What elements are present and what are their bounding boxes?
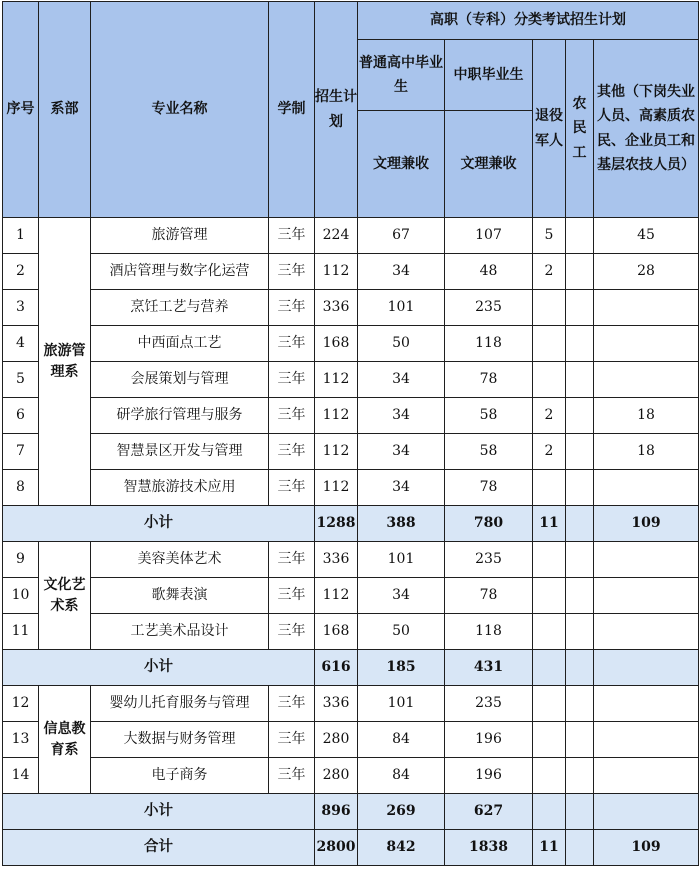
- duration: 三年: [269, 434, 315, 470]
- major-name: 研学旅行管理与服务: [91, 398, 269, 434]
- other-count: [594, 290, 699, 326]
- major-name: 婴幼儿托育服务与管理: [91, 686, 269, 722]
- major-name: 美容美体艺术: [91, 542, 269, 578]
- migrant-count: [566, 578, 594, 614]
- migrant-count: [566, 290, 594, 326]
- subtotal-label: 小计: [3, 506, 315, 542]
- duration: 三年: [269, 290, 315, 326]
- duration: 三年: [269, 542, 315, 578]
- gen-high-count: 84: [358, 722, 445, 758]
- other-count: 18: [594, 434, 699, 470]
- migrant-count: [566, 398, 594, 434]
- migrant-count: [566, 614, 594, 650]
- table-row: [3, 470, 699, 506]
- migrant-count: [566, 254, 594, 290]
- row-index: 12: [3, 686, 39, 722]
- veteran-count: [533, 578, 566, 614]
- subtotal-voc-high: 431: [445, 650, 533, 686]
- major-name: 工艺美术品设计: [91, 614, 269, 650]
- subtotal-plan: 616: [315, 650, 358, 686]
- subtotal-row: [3, 650, 699, 686]
- header-gen-high: 普通高中毕业生: [358, 40, 445, 111]
- header-dept: 系部: [39, 2, 91, 218]
- subtotal-other: [594, 650, 699, 686]
- gen-high-count: 50: [358, 614, 445, 650]
- plan-count: 112: [315, 398, 358, 434]
- major-name: 智慧景区开发与管理: [91, 434, 269, 470]
- subtotal-plan: 896: [315, 794, 358, 830]
- row-index: 3: [3, 290, 39, 326]
- subtotal-veteran: [533, 650, 566, 686]
- gen-high-count: 101: [358, 542, 445, 578]
- plan-count: 112: [315, 578, 358, 614]
- gen-high-count: 34: [358, 470, 445, 506]
- table-row: [3, 218, 699, 254]
- gen-high-count: 50: [358, 326, 445, 362]
- table-row: [3, 434, 699, 470]
- veteran-count: 5: [533, 218, 566, 254]
- table-row: [3, 254, 699, 290]
- row-index: 8: [3, 470, 39, 506]
- voc-high-count: 78: [445, 362, 533, 398]
- table-row: [3, 758, 699, 794]
- major-name: 智慧旅游技术应用: [91, 470, 269, 506]
- subtotal-row: [3, 506, 699, 542]
- plan-count: 168: [315, 614, 358, 650]
- subtotal-other: 109: [594, 506, 699, 542]
- total-label: 合计: [3, 830, 315, 866]
- total-voc-high: 1838: [445, 830, 533, 866]
- row-index: 10: [3, 578, 39, 614]
- duration: 三年: [269, 722, 315, 758]
- row-index: 5: [3, 362, 39, 398]
- gen-high-count: 34: [358, 578, 445, 614]
- header-veteran: 退役军人: [533, 40, 566, 218]
- total-veteran: 11: [533, 830, 566, 866]
- gen-high-count: 84: [358, 758, 445, 794]
- migrant-count: [566, 542, 594, 578]
- other-count: [594, 686, 699, 722]
- table-row: [3, 398, 699, 434]
- other-count: [594, 470, 699, 506]
- plan-count: 336: [315, 542, 358, 578]
- gen-high-count: 101: [358, 290, 445, 326]
- total-other: 109: [594, 830, 699, 866]
- plan-count: 224: [315, 218, 358, 254]
- header-major: 专业名称: [91, 2, 269, 218]
- plan-count: 280: [315, 722, 358, 758]
- gen-high-count: 67: [358, 218, 445, 254]
- dept-name: 信息教育系: [39, 686, 91, 794]
- table-row: [3, 290, 699, 326]
- plan-count: 112: [315, 254, 358, 290]
- voc-high-count: 196: [445, 722, 533, 758]
- gen-high-count: 34: [358, 434, 445, 470]
- veteran-count: [533, 542, 566, 578]
- voc-high-count: 235: [445, 542, 533, 578]
- voc-high-count: 107: [445, 218, 533, 254]
- dept-name: 文化艺术系: [39, 542, 91, 650]
- other-count: [594, 362, 699, 398]
- veteran-count: [533, 362, 566, 398]
- other-count: 45: [594, 218, 699, 254]
- gen-high-count: 101: [358, 686, 445, 722]
- duration: 三年: [269, 758, 315, 794]
- row-index: 6: [3, 398, 39, 434]
- major-name: 酒店管理与数字化运营: [91, 254, 269, 290]
- other-count: [594, 758, 699, 794]
- duration: 三年: [269, 218, 315, 254]
- table-row: [3, 326, 699, 362]
- veteran-count: [533, 614, 566, 650]
- voc-high-count: 196: [445, 758, 533, 794]
- migrant-count: [566, 686, 594, 722]
- veteran-count: [533, 758, 566, 794]
- subtotal-veteran: [533, 794, 566, 830]
- subtotal-gen-high: 388: [358, 506, 445, 542]
- table-row: [3, 542, 699, 578]
- row-index: 11: [3, 614, 39, 650]
- duration: 三年: [269, 686, 315, 722]
- header-other: 其他（下岗失业人员、高素质农民、企业员工和基层农技人员）: [594, 40, 699, 218]
- veteran-count: 2: [533, 254, 566, 290]
- plan-count: 336: [315, 290, 358, 326]
- total-gen-high: 842: [358, 830, 445, 866]
- migrant-count: [566, 470, 594, 506]
- plan-count: 112: [315, 434, 358, 470]
- other-count: [594, 578, 699, 614]
- subtotal-migrant: [566, 506, 594, 542]
- row-index: 1: [3, 218, 39, 254]
- subtotal-gen-high: 269: [358, 794, 445, 830]
- duration: 三年: [269, 254, 315, 290]
- header-plan: 招生计划: [315, 2, 358, 218]
- veteran-count: [533, 326, 566, 362]
- row-index: 2: [3, 254, 39, 290]
- duration: 三年: [269, 578, 315, 614]
- other-count: [594, 722, 699, 758]
- subtotal-gen-high: 185: [358, 650, 445, 686]
- table-row: [3, 686, 699, 722]
- subtotal-voc-high: 627: [445, 794, 533, 830]
- veteran-count: [533, 686, 566, 722]
- total-migrant: [566, 830, 594, 866]
- veteran-count: [533, 722, 566, 758]
- subtotal-label: 小计: [3, 650, 315, 686]
- row-index: 14: [3, 758, 39, 794]
- duration: 三年: [269, 470, 315, 506]
- header-voc-high: 中职毕业生: [445, 40, 533, 111]
- header-voc-arts-sci: 文理兼收: [445, 111, 533, 218]
- voc-high-count: 118: [445, 614, 533, 650]
- voc-high-count: 235: [445, 686, 533, 722]
- table-row: [3, 614, 699, 650]
- migrant-count: [566, 326, 594, 362]
- gen-high-count: 34: [358, 398, 445, 434]
- table-row: [3, 578, 699, 614]
- plan-count: 336: [315, 686, 358, 722]
- migrant-count: [566, 218, 594, 254]
- row-index: 7: [3, 434, 39, 470]
- header-duration: 学制: [269, 2, 315, 218]
- row-index: 13: [3, 722, 39, 758]
- veteran-count: [533, 470, 566, 506]
- veteran-count: 2: [533, 434, 566, 470]
- gen-high-count: 34: [358, 254, 445, 290]
- major-name: 大数据与财务管理: [91, 722, 269, 758]
- other-count: 18: [594, 398, 699, 434]
- header-seq: 序号: [3, 2, 39, 218]
- row-index: 9: [3, 542, 39, 578]
- migrant-count: [566, 758, 594, 794]
- plan-count: 112: [315, 362, 358, 398]
- header-gen-arts-sci: 文理兼收: [358, 111, 445, 218]
- enrollment-plan-table: [2, 1, 699, 866]
- voc-high-count: 78: [445, 578, 533, 614]
- duration: 三年: [269, 326, 315, 362]
- plan-count: 168: [315, 326, 358, 362]
- voc-high-count: 235: [445, 290, 533, 326]
- major-name: 烹饪工艺与营养: [91, 290, 269, 326]
- header-group-title: 高职（专科）分类考试招生计划: [358, 2, 699, 40]
- table-body: [3, 218, 699, 866]
- subtotal-other: [594, 794, 699, 830]
- plan-count: 280: [315, 758, 358, 794]
- table-header: [3, 2, 699, 218]
- duration: 三年: [269, 614, 315, 650]
- veteran-count: [533, 290, 566, 326]
- subtotal-migrant: [566, 650, 594, 686]
- subtotal-veteran: 11: [533, 506, 566, 542]
- other-count: [594, 614, 699, 650]
- migrant-count: [566, 722, 594, 758]
- other-count: [594, 326, 699, 362]
- subtotal-migrant: [566, 794, 594, 830]
- total-row: [3, 830, 699, 866]
- voc-high-count: 58: [445, 434, 533, 470]
- migrant-count: [566, 362, 594, 398]
- subtotal-voc-high: 780: [445, 506, 533, 542]
- major-name: 旅游管理: [91, 218, 269, 254]
- subtotal-label: 小计: [3, 794, 315, 830]
- table-row: [3, 722, 699, 758]
- gen-high-count: 34: [358, 362, 445, 398]
- other-count: [594, 542, 699, 578]
- voc-high-count: 118: [445, 326, 533, 362]
- dept-name: 旅游管理系: [39, 218, 91, 506]
- header-migrant: 农民工: [566, 40, 594, 218]
- subtotal-row: [3, 794, 699, 830]
- table-row: [3, 362, 699, 398]
- duration: 三年: [269, 362, 315, 398]
- major-name: 中西面点工艺: [91, 326, 269, 362]
- migrant-count: [566, 434, 594, 470]
- major-name: 电子商务: [91, 758, 269, 794]
- veteran-count: 2: [533, 398, 566, 434]
- total-plan: 2800: [315, 830, 358, 866]
- duration: 三年: [269, 398, 315, 434]
- other-count: 28: [594, 254, 699, 290]
- plan-count: 112: [315, 470, 358, 506]
- major-name: 歌舞表演: [91, 578, 269, 614]
- voc-high-count: 78: [445, 470, 533, 506]
- major-name: 会展策划与管理: [91, 362, 269, 398]
- subtotal-plan: 1288: [315, 506, 358, 542]
- row-index: 4: [3, 326, 39, 362]
- voc-high-count: 48: [445, 254, 533, 290]
- voc-high-count: 58: [445, 398, 533, 434]
